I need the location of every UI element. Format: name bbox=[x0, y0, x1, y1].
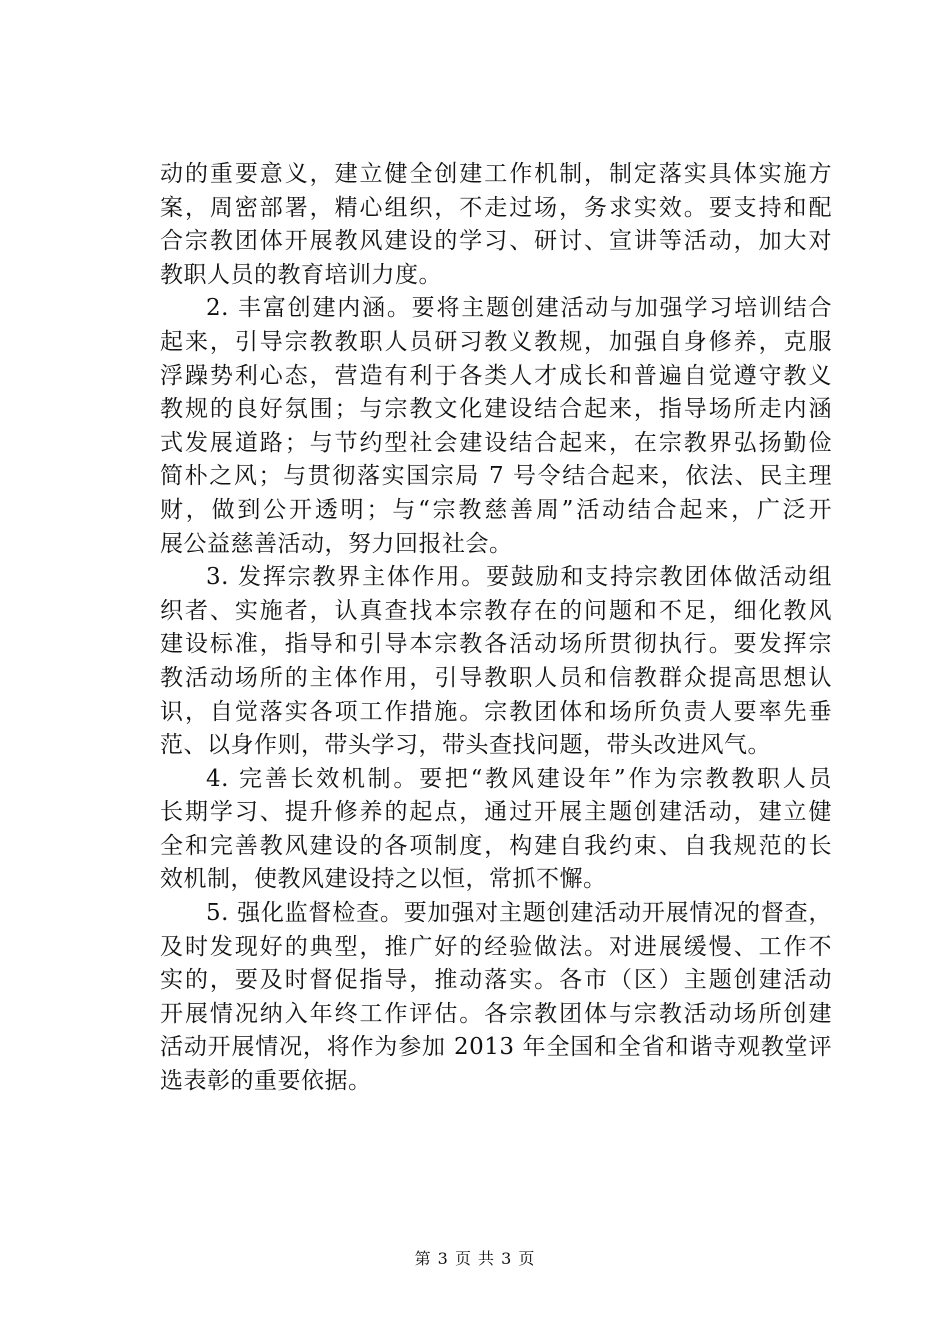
paragraph-2-first-line: 2. 丰富创建内涵。要将主题创建活动与加强学习培训结合 bbox=[206, 295, 832, 322]
text-line: 简朴之风；与贯彻落实国宗局 7 号令结合起来，依法、民主理 bbox=[160, 463, 832, 490]
text-line: 效机制，使教风建设持之以恒，常抓不懈。 bbox=[160, 866, 607, 893]
text-line: 起来，引导宗教教职人员研习教义教规，加强自身修养，克服 bbox=[160, 328, 832, 355]
text-line: 织者、实施者，认真查找本宗教存在的问题和不足，细化教风 bbox=[160, 597, 832, 624]
text-line: 建设标准，指导和引导本宗教各活动场所贯彻执行。要发挥宗 bbox=[160, 631, 832, 658]
paragraph-3-first-line: 3. 发挥宗教界主体作用。要鼓励和支持宗教团体做活动组 bbox=[206, 564, 832, 591]
text-line: 实的，要及时督促指导，推动落实。各市（区）主题创建活动 bbox=[160, 967, 832, 994]
text-line: 活动开展情况，将作为参加 2013 年全国和全省和谐寺观教堂评 bbox=[160, 1034, 832, 1061]
text-line: 式发展道路；与节约型社会建设结合起来，在宗教界弘扬勤俭 bbox=[160, 429, 832, 456]
text-line: 案，周密部署，精心组织，不走过场，务求实效。要支持和配 bbox=[160, 194, 832, 221]
text-line: 范、以身作则，带头学习，带头查找问题，带头改进风气。 bbox=[160, 732, 771, 759]
text-line: 长期学习、提升修养的起点，通过开展主题创建活动，建立健 bbox=[160, 799, 832, 826]
text-line: 教职人员的教育培训力度。 bbox=[160, 261, 442, 288]
document-body bbox=[160, 158, 832, 1099]
text-line: 选表彰的重要依据。 bbox=[160, 1068, 372, 1095]
text-line: 浮躁势利心态，营造有利于各类人才成长和普遍自觉遵守教义 bbox=[160, 362, 832, 389]
text-line: 全和完善教风建设的各项制度，构建自我约束、自我规范的长 bbox=[160, 832, 832, 859]
text-line: 财，做到公开透明；与“宗教慈善周”活动结合起来，广泛开 bbox=[160, 496, 832, 523]
text-line: 合宗教团体开展教风建设的学习、研讨、宣讲等活动，加大对 bbox=[160, 228, 832, 255]
text-line: 教规的良好氛围；与宗教文化建设结合起来，指导场所走内涵 bbox=[160, 396, 832, 423]
text-line: 开展情况纳入年终工作评估。各宗教团体与宗教活动场所创建 bbox=[160, 1000, 832, 1027]
text-line: 展公益慈善活动，努力回报社会。 bbox=[160, 530, 513, 557]
text-line: 教活动场所的主体作用，引导教职人员和信教群众提高思想认 bbox=[160, 664, 832, 691]
text-line: 识，自觉落实各项工作措施。宗教团体和场所负责人要率先垂 bbox=[160, 698, 832, 725]
text-line: 动的重要意义，建立健全创建工作机制，制定落实具体实施方 bbox=[160, 161, 832, 187]
text-line: 及时发现好的典型，推广好的经验做法。对进展缓慢、工作不 bbox=[160, 933, 832, 960]
paragraph-4-first-line: 4. 完善长效机制。要把“教风建设年”作为宗教教职人员 bbox=[206, 765, 832, 792]
paragraph-5-first-line: 5. 强化监督检查。要加强对主题创建活动开展情况的督查， bbox=[206, 900, 832, 927]
page-number-footer: 第 3 页 共 3 页 bbox=[414, 1249, 536, 1268]
